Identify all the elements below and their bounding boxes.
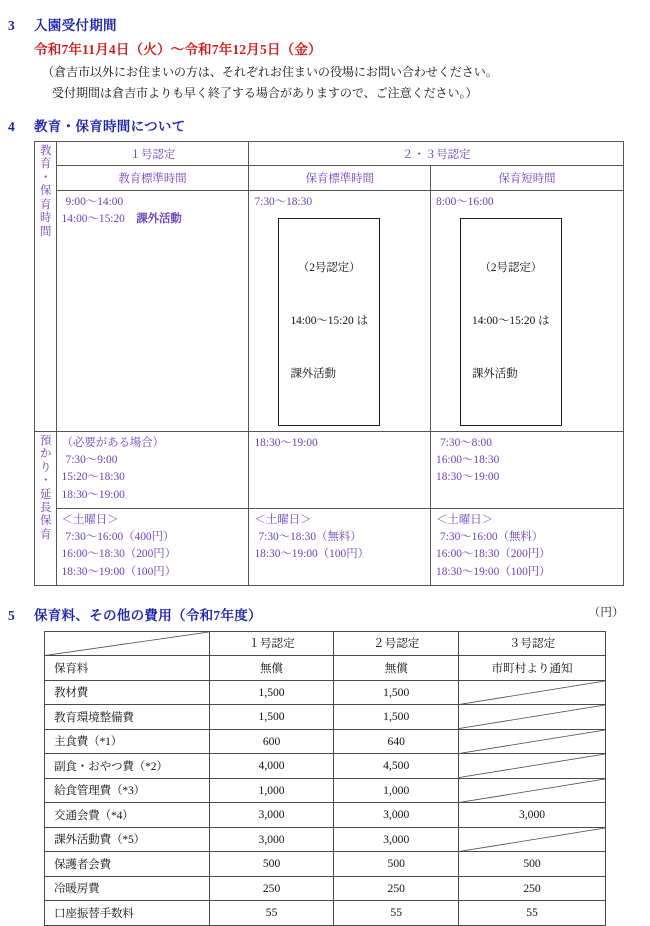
table-row — [45, 680, 606, 705]
vlabel2-ch-3: ・ — [40, 475, 52, 488]
table-row — [45, 656, 606, 681]
table-row-hours — [35, 191, 624, 432]
fee-value-c3: 55 — [459, 901, 606, 926]
note-box-type2-standard — [278, 218, 380, 425]
cell-hours-type1 — [56, 191, 249, 432]
vlabel-ch-4: 育 — [40, 198, 52, 211]
table-row — [45, 778, 606, 803]
fee-value-c3-not-applicable — [459, 729, 606, 754]
vlabel2-ch-5: 長 — [40, 501, 52, 514]
row-label-temporary-extended-care — [35, 431, 57, 585]
vlabel2-ch-2: り — [40, 461, 52, 474]
table-row — [45, 901, 606, 926]
table-row-temporary-care — [35, 431, 624, 508]
table-row — [45, 754, 606, 779]
fee-value-c3: 市町村より通知 — [459, 656, 606, 681]
hours-type1-line1: 9:00〜14:00 — [65, 196, 124, 208]
vlabel-ch-5: 時 — [40, 212, 52, 225]
table-row — [45, 827, 606, 852]
cell-saturday-type1 — [56, 508, 249, 585]
fee-value-c3-not-applicable — [459, 680, 606, 705]
cell-hours-care-short — [431, 191, 624, 432]
fee-value-c3: 3,000 — [459, 803, 606, 828]
temp-short-line1: 7:30〜8:00 — [440, 436, 492, 449]
fee-item-label: 教育環境整備費 — [45, 705, 210, 730]
table-row-header-sub — [35, 166, 624, 191]
note-box-type2-standard-line2: 14:00〜15:20 は — [290, 314, 368, 327]
vlabel2-ch-7: 育 — [40, 528, 52, 541]
note-box-type2-short-line3: 課外活動 — [472, 367, 518, 380]
fee-item-label: 課外活動費（*5） — [45, 827, 210, 852]
fee-value-c3: 500 — [459, 852, 606, 877]
application-period-dates: 令和7年11月4日（火）～令和7年12月5日（金） — [34, 42, 322, 57]
fee-value-c1: 4,000 — [209, 754, 334, 779]
fees-table — [44, 631, 606, 926]
cell-temporary-type1 — [56, 431, 249, 508]
vlabel2-ch-0: 預 — [40, 434, 52, 447]
fees-header-type1: １号認定 — [209, 631, 334, 656]
vlabel-ch-6: 間 — [40, 225, 52, 238]
fee-value-c2: 無償 — [334, 656, 459, 681]
fee-value-c2: 4,500 — [334, 754, 459, 779]
hours-type1-line2 — [62, 211, 244, 228]
fee-value-c1: 無償 — [209, 656, 334, 681]
cell-hours-care-standard — [249, 191, 431, 432]
sat-type1-line2: 7:30〜16:00（400円） — [65, 531, 175, 544]
table-row-header-top — [35, 142, 624, 166]
section-3-title: 入園受付期間 — [34, 18, 117, 33]
header-care-short-hours: 保育短時間 — [431, 166, 624, 191]
fee-value-c1: 3,000 — [209, 827, 334, 852]
sat-short-line3: 16:00〜18:30（200円） — [436, 548, 551, 561]
temp-short-line2: 16:00〜18:30 — [436, 454, 500, 467]
vlabel2-ch-6: 保 — [40, 515, 52, 528]
fee-value-c2: 1,500 — [334, 680, 459, 705]
vlabel2-ch-4: 延 — [40, 488, 52, 501]
vlabel-ch-2: ・ — [40, 171, 52, 184]
note-box-type2-standard-line1: （2号認定） — [297, 261, 361, 274]
section-3-number: 3 — [8, 18, 16, 33]
fees-header-type2: ２号認定 — [334, 631, 459, 656]
fee-value-c1: 250 — [209, 876, 334, 901]
fee-item-label: 給食管理費（*3） — [45, 778, 210, 803]
fees-table-header-row — [45, 631, 606, 656]
section-5-heading — [0, 604, 650, 624]
vlabel2-ch-1: か — [40, 448, 52, 461]
row-label-education-care-hours — [35, 142, 57, 432]
fee-value-c3-not-applicable — [459, 778, 606, 803]
fee-value-c1: 500 — [209, 852, 334, 877]
education-care-hours-table-wrap — [0, 141, 650, 586]
sat-standard-line2: 7:30〜18:30（無料） — [258, 531, 362, 544]
table-row-saturday-care — [35, 508, 624, 585]
temp-standard-line1: 18:30〜19:00 — [254, 436, 318, 449]
cell-temporary-care-standard — [249, 431, 431, 508]
vlabel-ch-0: 教 — [40, 145, 52, 157]
table-row — [45, 705, 606, 730]
education-care-hours-table — [34, 141, 624, 586]
extracurricular-activity-emphasis: 課外活動 — [136, 213, 182, 226]
fee-value-c1: 1,500 — [209, 705, 334, 730]
temp-type1-line1: （必要がある場合） — [61, 436, 165, 449]
fee-item-label: 交通会費（*4） — [45, 803, 210, 828]
sat-type1-line3: 16:00〜18:30（200円） — [61, 548, 177, 561]
fees-table-wrap — [0, 631, 650, 926]
temp-type1-line2: 7:30〜9:00 — [65, 454, 118, 467]
hours-type1-line2-text: 14:00〜15:20 課外活動 — [61, 213, 182, 226]
fee-item-label: 副食・おやつ費（*2） — [45, 754, 210, 779]
fee-value-c3-not-applicable — [459, 754, 606, 779]
temp-type1-line3: 15:20〜18:30 — [61, 471, 125, 484]
section-4-title: 教育・保育時間について — [34, 119, 186, 134]
table-row — [45, 729, 606, 754]
fee-item-label: 教材費 — [45, 680, 210, 705]
note-box-type2-short-line2: 14:00〜15:20 は — [472, 314, 550, 327]
sat-standard-line3: 18:30〜19:00（100円） — [254, 548, 370, 561]
table-row — [45, 852, 606, 877]
fee-item-label: 保育料 — [45, 656, 210, 681]
fee-value-c2: 1,000 — [334, 778, 459, 803]
fee-value-c2: 55 — [334, 901, 459, 926]
fee-value-c3-not-applicable — [459, 705, 606, 730]
fee-item-label: 口座振替手数料 — [45, 901, 210, 926]
vlabel-ch-1: 育 — [40, 158, 52, 171]
document-page — [0, 14, 650, 920]
cell-saturday-care-short — [431, 508, 624, 585]
section-4-heading — [0, 115, 650, 135]
table-row — [45, 876, 606, 901]
sat-type1-line4: 18:30〜19:00（100円） — [61, 565, 177, 578]
hours-care-standard-line1: 7:30〜18:30 — [254, 196, 313, 208]
section-3-heading — [0, 14, 650, 34]
application-period-note-line2: 受付期間は倉吉市よりも早く終了する場合がありますので、ご注意ください。） — [52, 86, 478, 100]
sat-type1-line1: ＜土曜日＞ — [61, 513, 119, 526]
sat-short-line4: 18:30〜19:00（100円） — [436, 565, 551, 578]
cell-saturday-care-standard — [249, 508, 431, 585]
sat-standard-line1: ＜土曜日＞ — [254, 513, 312, 526]
fee-value-c1: 1,500 — [209, 680, 334, 705]
fees-header-type3: ３号認定 — [459, 631, 606, 656]
fees-table-body — [45, 656, 606, 926]
note-box-type2-short — [460, 218, 562, 425]
fee-item-label: 主食費（*1） — [45, 729, 210, 754]
fee-value-c1: 3,000 — [209, 803, 334, 828]
section-4-number: 4 — [8, 119, 16, 134]
header-type1-certification: １号認定 — [56, 142, 249, 166]
sat-short-line2: 7:30〜16:00（無料） — [440, 531, 544, 544]
fee-value-c2: 640 — [334, 729, 459, 754]
hours-care-short-line1: 8:00〜16:00 — [436, 196, 494, 208]
table-row — [45, 803, 606, 828]
fee-value-c1: 55 — [209, 901, 334, 926]
vlabel-ch-3: 保 — [40, 185, 52, 198]
temp-short-line3: 18:30〜19:00 — [436, 471, 500, 484]
fee-value-c2: 500 — [334, 852, 459, 877]
header-type23-certification: ２・３号認定 — [249, 142, 624, 166]
fee-value-c3-not-applicable — [459, 827, 606, 852]
fee-value-c1: 1,000 — [209, 778, 334, 803]
fee-value-c2: 1,500 — [334, 705, 459, 730]
fees-table-corner-cell — [45, 631, 210, 656]
note-box-type2-standard-line3: 課外活動 — [290, 367, 337, 380]
section-5-number: 5 — [8, 607, 16, 623]
fee-value-c2: 250 — [334, 876, 459, 901]
fee-value-c2: 3,000 — [334, 803, 459, 828]
fee-value-c1: 600 — [209, 729, 334, 754]
application-period-note-line1: （倉吉市以外にお住まいの方は、それぞれお住まいの役場にお問い合わせください。 — [42, 65, 498, 79]
currency-unit-label: （円） — [588, 606, 624, 619]
temp-type1-line4: 18:30〜19:00 — [61, 488, 125, 501]
fee-value-c2: 3,000 — [334, 827, 459, 852]
sat-short-line1: ＜土曜日＞ — [436, 513, 493, 526]
header-care-standard-hours: 保育標準時間 — [249, 166, 431, 191]
cell-temporary-care-short — [431, 431, 624, 508]
fee-value-c3: 250 — [459, 876, 606, 901]
note-box-type2-short-line1: （2号認定） — [479, 261, 543, 274]
header-education-standard-hours: 教育標準時間 — [56, 166, 249, 191]
section-5-title: 保育料、その他の費用（令和7年度） — [34, 607, 262, 623]
fee-item-label: 冷暖房費 — [45, 876, 210, 901]
fee-item-label: 保護者会費 — [45, 852, 210, 877]
